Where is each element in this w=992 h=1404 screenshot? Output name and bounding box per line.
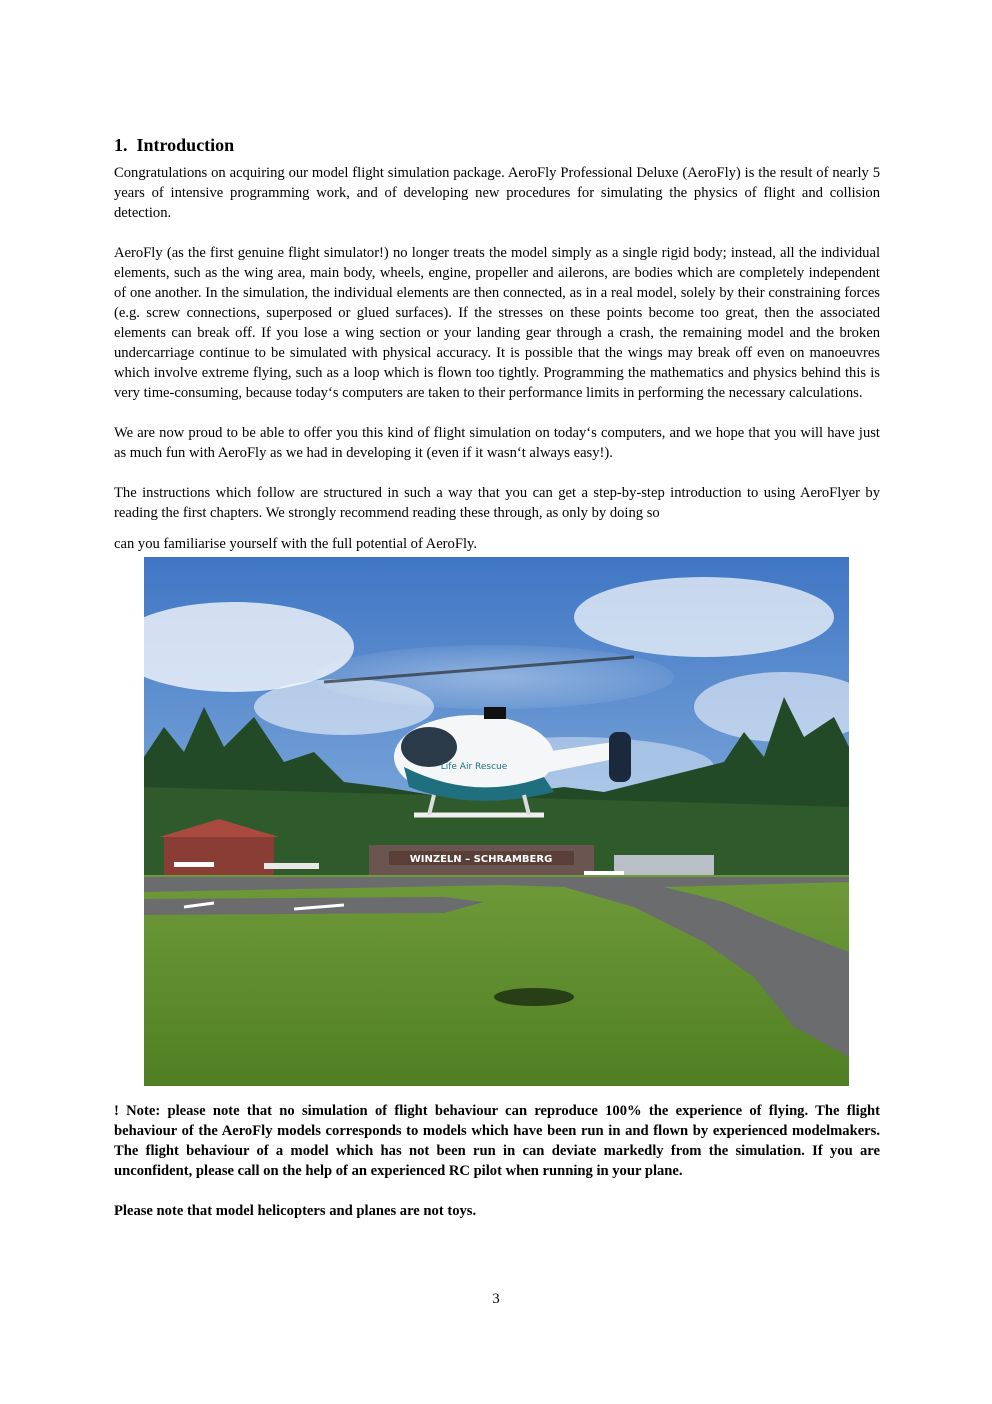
intro-paragraph-2: AeroFly (as the first genuine flight simulator!) no longer treats the model simply as a single rigid body; instead, all the individual elements, such as the wing area, main body, wheels, engine, propeller and ailerons, are bodies which are completely independent of one another. In the simulation, the individual elements are then connected, as in a real model, solely by their constraining forces (e.g. screw connections, superposed or glued surfaces). If the stresses on these points become too great, then the associated elements can break off. If you lose a wing section or your landing gear through a crash, the remaining model and the broken undercarriage continue to be simulated with physical accuracy. It is possible that the wings may break off even on manoeuvres which involve extreme flying, such as a loop which is flown too tightly. Programming the mathematics and physics behind this is very time-consuming, because today‘s computers are taken to their performance limits in performing the necessary calculations. bbox=[114, 245, 880, 401]
helicopter-photo bbox=[144, 557, 849, 1086]
intro-paragraph-3: We are now proud to be able to offer you this kind of flight simulation on today‘s computers, and we hope that you will have just as much fun with AeroFly as we had in developing it (even if it wasn‘t always easy!). bbox=[114, 425, 880, 461]
note-warning: ! Note: please note that no simulation of flight behaviour can reproduce 100% the experience of flying. The flight behaviour of the AeroFly models corresponds to models which have been run in and flown by experienced modelmakers. The flight behaviour of a model which has not been run in can deviate markedly from the simulation. If you are unconfident, please call on the help of an experienced RC pilot when running in your plane. bbox=[114, 1103, 880, 1179]
document-page bbox=[114, 134, 880, 1221]
intro-paragraph-4: The instructions which follow are structured in such a way that you can get a step-by-step introduction to using AeroFlyer by reading the first chapters. We strongly recommend reading these through, as only by doing so bbox=[114, 485, 880, 521]
helicopter-livery: Life Air Rescue bbox=[440, 762, 508, 772]
section-heading bbox=[114, 134, 880, 156]
page-number: 3 bbox=[492, 1291, 500, 1307]
section-number: 1. bbox=[114, 135, 128, 155]
section-title: Introduction bbox=[136, 135, 235, 155]
intro-paragraph-5: can you familiarise yourself with the full potential of AeroFly. bbox=[114, 536, 477, 552]
note-not-toys: Please note that model helicopters and planes are not toys. bbox=[114, 1203, 477, 1219]
intro-paragraph-1: Congratulations on acquiring our model flight simulation package. AeroFly Professional Deluxe (AeroFly) is the result of nearly 5 years of intensive programming work, and of developing new procedures for simulating the physics of flight and collision detection. bbox=[114, 165, 880, 221]
hangar-sign: WINZELN – SCHRAMBERG bbox=[409, 854, 553, 865]
